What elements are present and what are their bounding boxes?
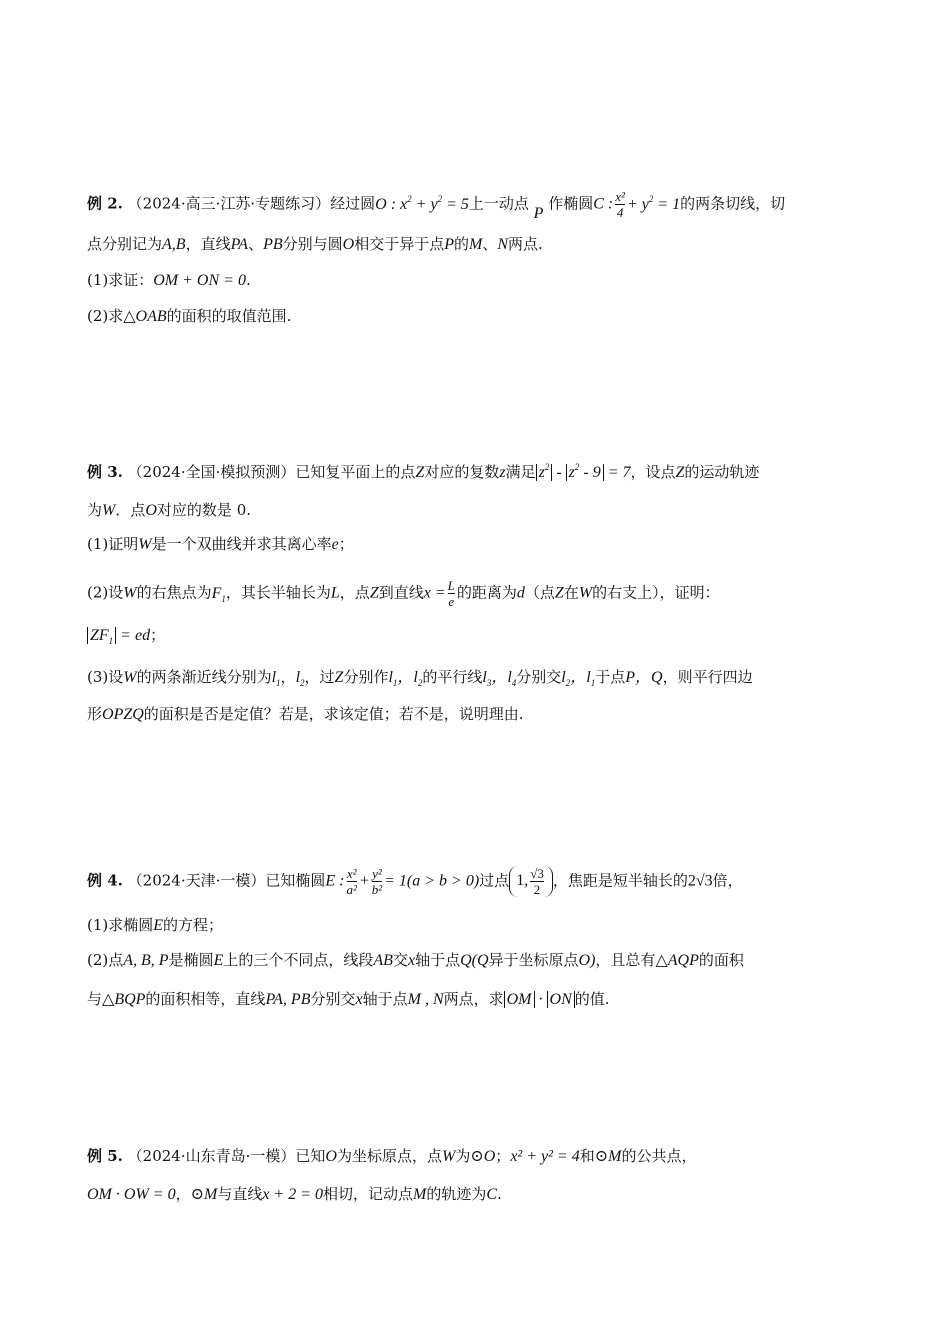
ex3-q3: (3)设W的两条渐近线分别为$l_1$，$l_2$，过Z分别作$l_1$，$l_2$的平行线$l_3$，$l_4$分别交$l_2$，$l_1$于点P，Q，则平行四边 [87,668,753,688]
ex2-q2: (2)求△OAB的面积的取值范围. [87,307,292,325]
ex3-q1: (1)证明W是一个双曲线并求其离心率e； [87,535,354,553]
ex4-q2-cont: 与△BQP的面积相等，直线PA, PB分别交x轴于点M , N两点，求 OM · ON 的值. [87,990,610,1008]
circle-eq: O : $x^2 + y^2 = 5$ [375,193,469,213]
ex3-q2: (2)设W的右焦点为$F_1$，其长半轴长为L，点Z到直线x = $\frac{L}{e}$ 的距离为d（点Z在W的右支上），证明： [87,578,720,609]
ex5-line1: 例 5. （2024·山东青岛·一模）已知O为坐标原点，点W为⊙O；x² + y² = 4和⊙M的公共点， [87,1147,697,1165]
point-coords: 1, $\frac{√3}{2}$ [509,866,553,897]
directrix-frac: $\frac{L}{e}$ [447,578,455,609]
ex2-q1: (1)求证：OM + ON = 0. [87,271,251,289]
ex3-q3-cont: 形OPZQ的面积是否是定值？若是，求该定值；若不是，说明理由. [87,705,524,723]
ellipse-y-frac: $\frac{\text{y²}}{\text{b²}}$ [371,866,383,897]
ex4-source: （2024·天津·一模） [127,871,266,890]
ex4-line1: 例 4. （2024·天津·一模）已知椭圆E : $\frac{\text{x²}}{\text{a²}}$ + $\frac{\text{y²}}{\text{b²}}$ = 1(a > b > 0)过点 1, $\frac{√3}{2}$ ，焦距是短半轴长的2√3倍， [87,866,743,897]
ellipse-frac: $\frac{\text{x²}}{4}$ [615,189,625,220]
ex3-line1: 例 3. （2024·全国·模拟预测）已知复平面上的点Z对应的复数z满足 $z^2 - z^2 - 9 = 7$，设点Z的运动轨迹 [87,462,760,481]
ex2-source: （2024·高三·江苏·专题练习） [127,194,331,213]
ex4-q2: (2)点A, B, P是椭圆E上的三个不同点，线段AB交x轴于点Q(Q异于坐标原点O)，且总有△AQP的面积 [87,951,744,969]
ex4-q1: (1)求椭圆E的方程； [87,916,224,934]
ex2-line2: 点分别记为A,B，直线PA、PB分别与圆O相交于异于点P的M、N两点. [87,235,543,253]
ex3-line2: 为W．点O对应的数是 0. [87,501,252,519]
ex3-source: （2024·全国·模拟预测） [127,463,296,481]
ellipse-x-frac: $\frac{\text{x²}}{\text{a²}}$ [346,866,357,897]
ex3-q2-cont: $ZF_1$ = ed； [87,624,862,647]
ex5-source: （2024·山东青岛·一模） [127,1147,296,1165]
ex3-label: 例 3. [87,463,123,481]
ex5-label: 例 5. [87,1147,123,1165]
complex-condition: $z^2 - z^2 - 9 = 7$ [536,464,631,481]
ex2-label: 例 2. [87,194,123,213]
ex2-line1: 例 2. （2024·高三·江苏·专题练习）经过圆O : $x^2 + y^2 = 5$上一动点 P 作椭圆C : $\frac{\text{x²}}{4}$ + $y^2 = 1$的两条切线，切 [87,189,786,222]
ex4-label: 例 4. [87,871,123,890]
ex5-line2: OM · OW = 0，⊙M与直线x + 2 = 0相切，记动点M的轨迹为C. [87,1185,502,1203]
